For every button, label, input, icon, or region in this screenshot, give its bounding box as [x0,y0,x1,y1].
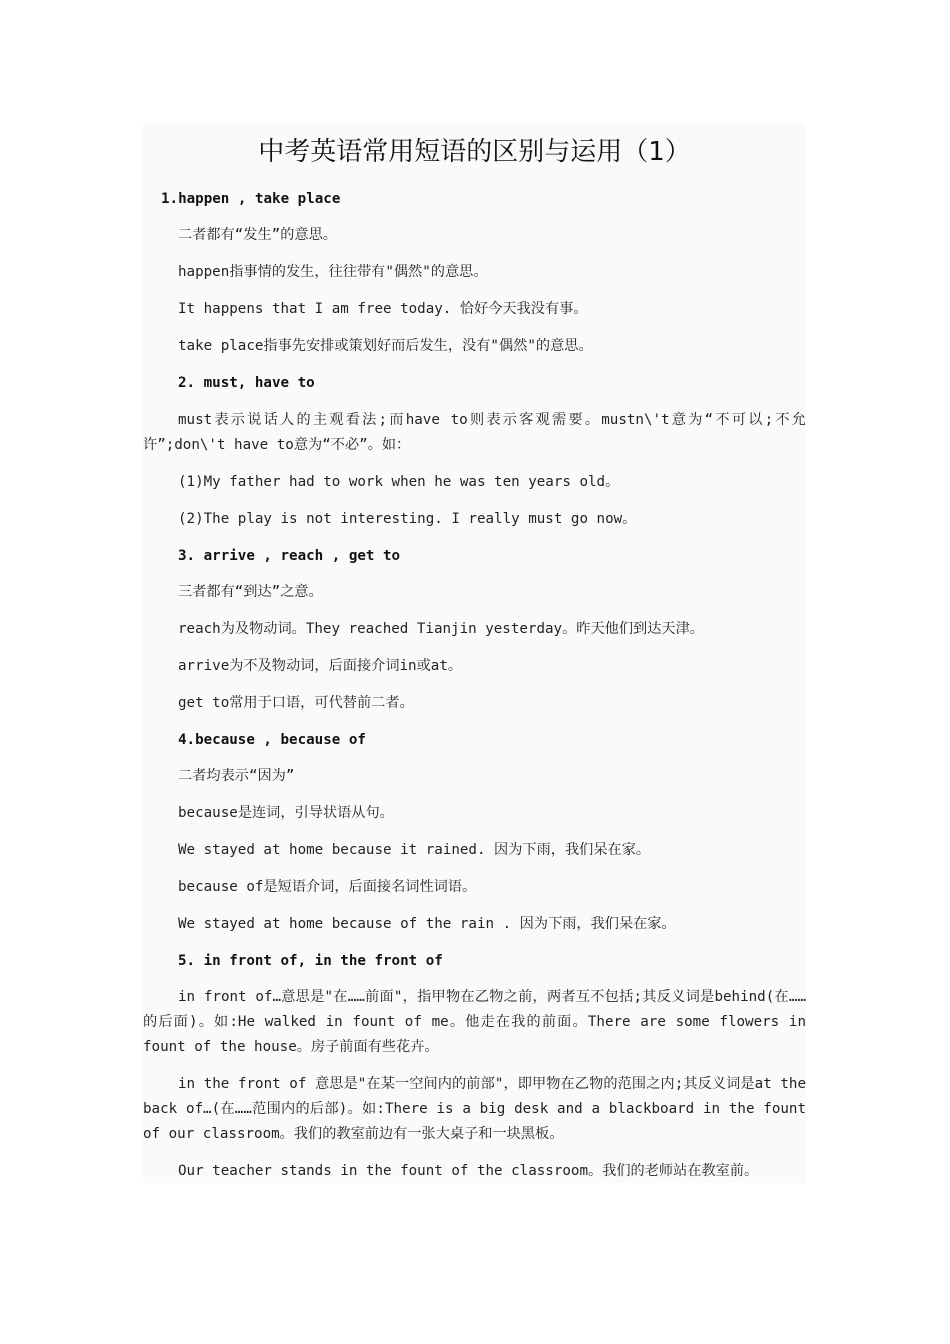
paragraph: in the front of 意思是"在某一空间内的前部"，即甲物在乙物的范围之内;其反义词是at the back of…(在……范围内的后部)。如:There is a big desk and a blackboard in the fount of our classroom。我们的教室前边有一张大桌子和一块黑板。 [143,1076,806,1142]
paragraph: must表示说话人的主观看法;而have to则表示客观需要。mustn\'t意为“不可以;不允许”;don\'t have to意为“不必”。如： [143,412,806,453]
paragraph: because是连词，引导状语从句。 [178,805,394,821]
paragraph: in front of…意思是"在……前面"，指甲物在乙物之前，两者互不包括;其反义词是behind(在……的后面)。如:He walked in fount of me。他走在我的前面。There are some flowers in fount of the house。房子前面有些花卉。 [143,989,806,1055]
paragraph: arrive为不及物动词，后面接介词in或at。 [178,658,463,674]
paragraph: 二者都有“发生”的意思。 [178,227,337,243]
paragraph: We stayed at home because of the rain . 因为下雨，我们呆在家。 [178,916,676,932]
heading-4: 4.because , because of [178,732,366,748]
document-title: 中考英语常用短语的区别与运用（1） [258,137,691,167]
paragraph: (2)The play is not interesting. I really must go now。 [178,511,637,527]
paragraph: We stayed at home because it rained. 因为下雨，我们呆在家。 [178,842,651,858]
paragraph: because of是短语介词，后面接名词性词语。 [178,879,477,895]
paragraph: (1)My father had to work when he was ten years old。 [178,474,620,490]
paragraph: get to常用于口语，可代替前二者。 [178,695,414,711]
document-content [143,123,806,1183]
paragraph: 二者均表示“因为” [178,768,295,784]
heading-5: 5. in front of, in the front of [178,953,443,969]
heading-1: 1.happen , take place [161,191,341,207]
paragraph: 三者都有“到达”之意。 [178,584,323,600]
paragraph: It happens that I am free today. 恰好今天我没有事。 [178,301,588,317]
paragraph: take place指事先安排或策划好而后发生，没有"偶然"的意思。 [178,338,593,354]
paragraph: Our teacher stands in the fount of the classroom。我们的老师站在教室前。 [178,1163,759,1179]
heading-2: 2. must, have to [178,375,315,391]
paragraph: happen指事情的发生，往往带有"偶然"的意思。 [178,264,488,280]
paragraph: reach为及物动词。They reached Tianjin yesterday。昨天他们到达天津。 [178,621,704,637]
heading-3: 3. arrive , reach , get to [178,548,401,564]
